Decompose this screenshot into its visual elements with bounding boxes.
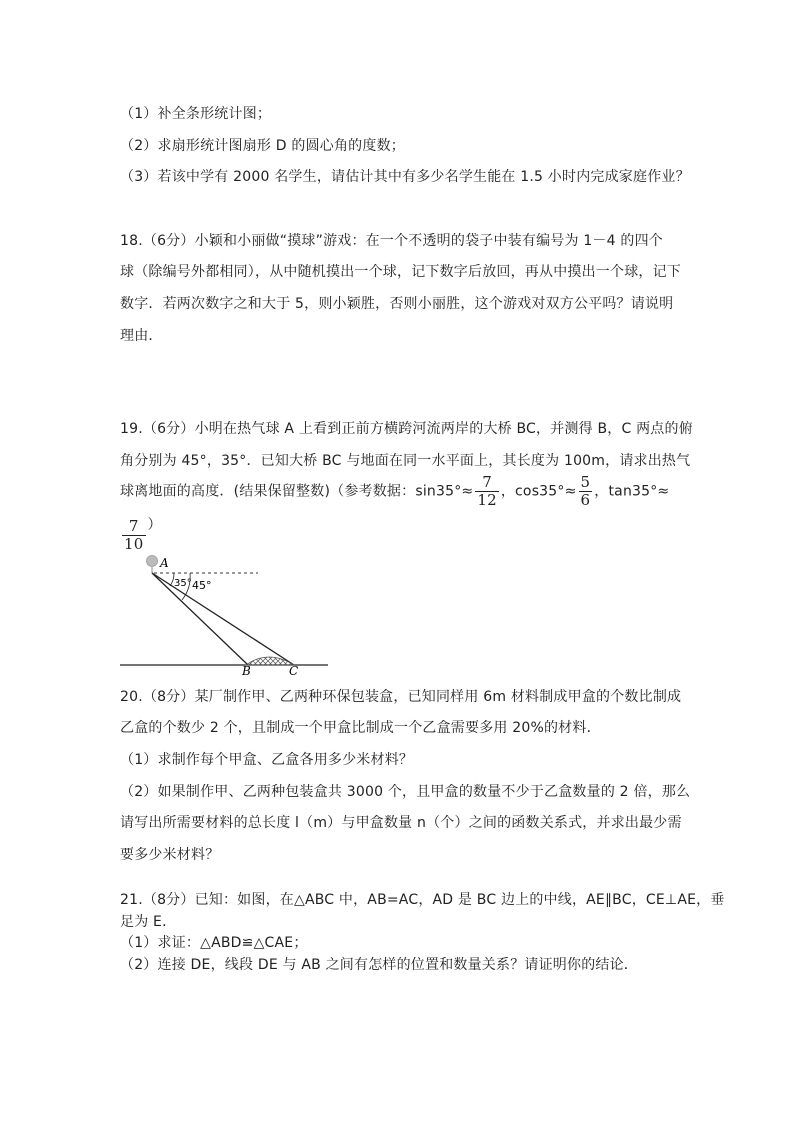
q17-part1: （1）补全条形统计图； <box>120 106 272 122</box>
sin-numerator: 7 <box>475 474 499 492</box>
river-bridge-hatch <box>246 657 294 665</box>
label-a: A <box>160 556 169 570</box>
q18-line1: 18.（6分）小颖和小丽做“摸球”游戏：在一个不透明的袋子中装有编号为 1－4 的四个 <box>120 233 663 249</box>
cos-denominator: 6 <box>580 491 591 509</box>
sin-fraction <box>475 474 499 509</box>
q21-part2: （2）连接 DE，线段 DE 与 AB 之间有怎样的位置和数量关系？请证明你的结论． <box>120 957 638 973</box>
cos-fraction <box>579 474 593 509</box>
q18-line3: 数字．若两次数字之和大于 5，则小颖胜，否则小丽胜，这个游戏对双方公平吗？请说明 <box>120 296 674 312</box>
label-c: C <box>289 664 299 676</box>
tan-fraction <box>122 518 146 553</box>
q19-line3-text-a: 球离地面的高度．(结果保留整数)（参考数据：sin35°≈ <box>120 483 474 500</box>
q20-line2: 乙盒的个数少 2 个，且制成一个甲盒比制成一个乙盒需要多用 20%的材料． <box>120 720 601 736</box>
q20-line1: 20.（8分）某厂制作甲、乙两种环保包装盒，已知同样用 6m 材料制成甲盒的个数比制成 <box>120 689 682 705</box>
label-b: B <box>242 664 251 676</box>
q19-line2: 角分别为 45°，35°．已知大桥 BC 与地面在同一水平面上，其长度为 100m，请求出热气 <box>120 453 691 469</box>
q17-part2: （2）求扇形统计图扇形 D 的圆心角的度数； <box>120 138 405 154</box>
cos-numerator: 5 <box>580 473 591 491</box>
q20-part2-line2: 请写出所需要材料的总长度 l（m）与甲盒数量 n（个）之间的函数关系式，并求出最少需 <box>120 815 682 831</box>
label-45: 45° <box>192 579 212 592</box>
balloon-bridge-figure <box>118 551 333 676</box>
tan-denominator: 10 <box>124 534 144 553</box>
q19-line3-text-b: ，cos35°≈ <box>500 483 577 500</box>
q21-line1: 21.（8分）已知：如图，在△ABC 中，AB=AC，AD 是 BC 边上的中线，AE∥BC，CE⊥AE，垂 <box>120 892 725 908</box>
q19-line3-text-c: ，tan35°≈ <box>594 483 670 500</box>
q20-part2-line3: 要多少米材料？ <box>120 847 220 863</box>
q20-part2-line1: （2）如果制作甲、乙两种包装盒共 3000 个，且甲盒的数量不少于乙盒数量的 2 倍，那么 <box>120 784 691 800</box>
q21-part1: （1）求证：△ABD≌△CAE； <box>120 935 308 951</box>
q21-line2: 足为 E． <box>120 914 177 930</box>
label-35: 35° <box>174 578 192 589</box>
q19-line4-close: ） <box>147 517 162 533</box>
sin-denominator: 12 <box>477 491 497 509</box>
tan-numerator: 7 <box>122 518 146 536</box>
q20-part1: （1）求制作每个甲盒、乙盒各用多少米材料？ <box>120 752 414 768</box>
q19-line3 <box>120 474 669 509</box>
balloon-icon <box>147 556 158 567</box>
q18-line2: 球（除编号外都相同），从中随机摸出一个球，记下数字后放回，再从中摸出一个球，记下 <box>120 264 681 280</box>
q17-part3: （3）若该中学有 2000 名学生，请估计其中有多少名学生能在 1.5 小时内完成家庭作业？ <box>120 169 690 185</box>
q18-line4: 理由． <box>120 328 163 344</box>
q19-line4 <box>120 514 162 553</box>
q19-line1: 19.（6分）小明在热气球 A 上看到正前方横跨河流两岸的大桥 BC，并测得 B，C 两点的俯 <box>120 421 693 437</box>
